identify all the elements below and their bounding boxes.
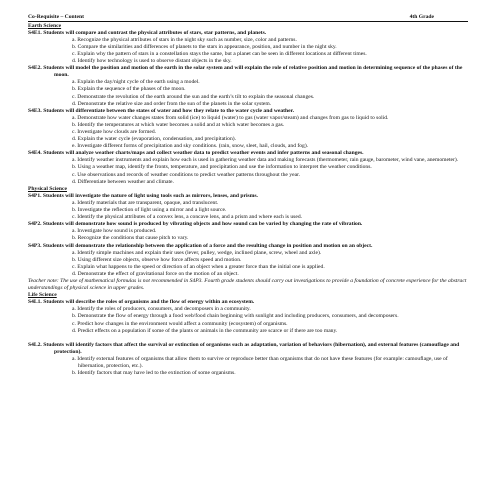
element: a. Identify simple machines and explain their uses (lever, pulley, wedge, inclined plane, screw, wheel and axle). bbox=[72, 249, 322, 256]
section-earth-science bbox=[28, 23, 470, 186]
standard-s4l2: S4L2. Students will identify factors that affect the survival or extinction of organisms such as adaptation, variation of behaviors (hibernation), and external features (camouflage and protection). bbox=[28, 341, 460, 355]
element: c. Use observations and records of weather conditions to predict weather patterns throughout the year. bbox=[72, 171, 301, 178]
section-title: Life Science bbox=[28, 292, 57, 299]
element: a. Identify the roles of producers, consumers, and decomposers in a community. bbox=[72, 306, 251, 313]
section-life-science bbox=[28, 292, 470, 377]
standard-s4l1: S4L1. Students will describe the roles of organisms and the flow of energy within an ecosystem. bbox=[28, 299, 255, 306]
element: d. Explain the water cycle (evaporation, condensation, and precipitation). bbox=[72, 136, 237, 143]
standard-s4e3: S4E3. Students will differentiate between the states of water and how they relate to the water cycle and weather. bbox=[28, 107, 294, 114]
element: c. Demonstrate the revolution of the earth around the sun and the earth’s tilt to explain the seasonal changes. bbox=[72, 93, 315, 100]
element: b. Using different size objects, observe how force affects speed and motion. bbox=[72, 256, 242, 263]
element: d. Predict effects on a population if some of the plants or animals in the community are scarce or if there are too many. bbox=[72, 327, 338, 334]
standard-s4e4: S4E4. Students will analyze weather charts/maps and collect weather data to predict weather events and infer patterns and seasonal changes. bbox=[28, 150, 364, 157]
element: c. Explain why the pattern of stars in a constellation stays the same, but a planet can be seen in different locations at different times. bbox=[72, 50, 367, 57]
element: d. Differentiate between weather and climate. bbox=[72, 178, 174, 185]
element: a. Explain the day/night cycle of the earth using a model. bbox=[72, 79, 200, 86]
element: b. Investigate the reflection of light using a mirror and a light source. bbox=[72, 207, 227, 214]
element: a. Recognize the physical attributes of stars in the night sky such as number, size, color and patterns. bbox=[72, 36, 297, 43]
element: a. Demonstrate how water changes states from solid (ice) to liquid (water) to gas (water vapor/steam) and changes from gas to liquid to solid. bbox=[72, 114, 389, 121]
header-grade: 4th Grade bbox=[409, 14, 434, 20]
element: d. Demonstrate the relative size and order from the sun of the planets in the solar system. bbox=[72, 100, 272, 107]
page-header bbox=[28, 14, 468, 22]
standard-s4e2: S4E2. Students will model the position and motion of the earth in the solar system and will explain the role of relative position and motion in determining sequence of the phases of the moon. bbox=[28, 65, 463, 79]
element: c. Identify the physical attributes of a convex lens, a concave lens, and a prism and where each is used. bbox=[72, 214, 303, 221]
element: a. Identify external features of organisms that allow them to survive or reproduce better than organisms that do not have these features (for example: camouflage, use of hibernation, protection, etc.). bbox=[72, 355, 448, 369]
element: e. Investigate different forms of precipitation and sky conditions. (rain, snow, sleet, hail, clouds, and fog). bbox=[72, 143, 309, 150]
section-title: Earth Science bbox=[28, 22, 62, 29]
element: c. Predict how changes in the environment would affect a community (ecosystem) of organisms. bbox=[72, 320, 288, 327]
standard-s4p2: S4P2. Students will demonstrate how sound is produced by vibrating objects and how sound can be varied by changing the rate of vibration. bbox=[28, 221, 363, 228]
standard-s4e1: S4E1. Students will compare and contrast the physical attributes of stars, star patterns, and planets. bbox=[28, 29, 267, 36]
element: b. Recognize the conditions that cause pitch to vary. bbox=[72, 235, 189, 242]
element: c. Investigate how clouds are formed. bbox=[72, 129, 157, 135]
standard-s4p1: S4P1. Students will investigate the nature of light using tools such as mirrors, lenses, and prisms. bbox=[28, 192, 258, 199]
standard-s4p3: S4P3. Students will demonstrate the relationship between the application of a force and the resulting change in position and motion on an object. bbox=[28, 242, 373, 249]
element: a. Investigate how sound is produced. bbox=[72, 228, 157, 235]
spacer bbox=[28, 335, 470, 342]
element: b. Identify factors that may have led to the extinction of some organisms. bbox=[72, 370, 236, 377]
teacher-note: Teacher note: The use of mathematical formulas is not recommended in S4P3. Fourth grade students should carry out investigations to provide a foundation of concrete experience for the abstract understandings of physical science in upper grades. bbox=[28, 277, 467, 292]
element: b. Demonstrate the flow of energy through a food web/food chain beginning with sunlight and including producers, consumers, and decomposers. bbox=[72, 313, 399, 320]
element: b. Identify the temperatures at which water becomes a solid and at which water becomes a gas. bbox=[72, 121, 285, 128]
element: a. Identify weather instruments and explain how each is used in gathering weather data and making forecasts (thermometer, rain gauge, barometer, wind vane, anemometer). bbox=[72, 157, 459, 164]
element: d. Demonstrate the effect of gravitational force on the motion of an object. bbox=[72, 270, 239, 277]
element: b. Using a weather map, identify the fronts, temperature, and precipitation and use the information to interpret the weather conditions. bbox=[72, 164, 372, 171]
element: a. Identify materials that are transparent, opaque, and translucent. bbox=[72, 199, 219, 206]
section-physical-science bbox=[28, 186, 470, 292]
section-title: Physical Science bbox=[28, 185, 67, 192]
element: b. Compare the similarities and differences of planets to the stars in appearance, position, and number in the night sky. bbox=[72, 43, 337, 50]
element: b. Explain the sequence of the phases of the moon. bbox=[72, 86, 186, 93]
element: d. Identify how technology is used to observe distant objects in the sky. bbox=[72, 58, 232, 65]
element: c. Explain what happens to the speed or direction of an object when a greater force than the initial one is applied. bbox=[72, 263, 325, 270]
header-title: Co-Requisite – Content bbox=[28, 14, 84, 20]
